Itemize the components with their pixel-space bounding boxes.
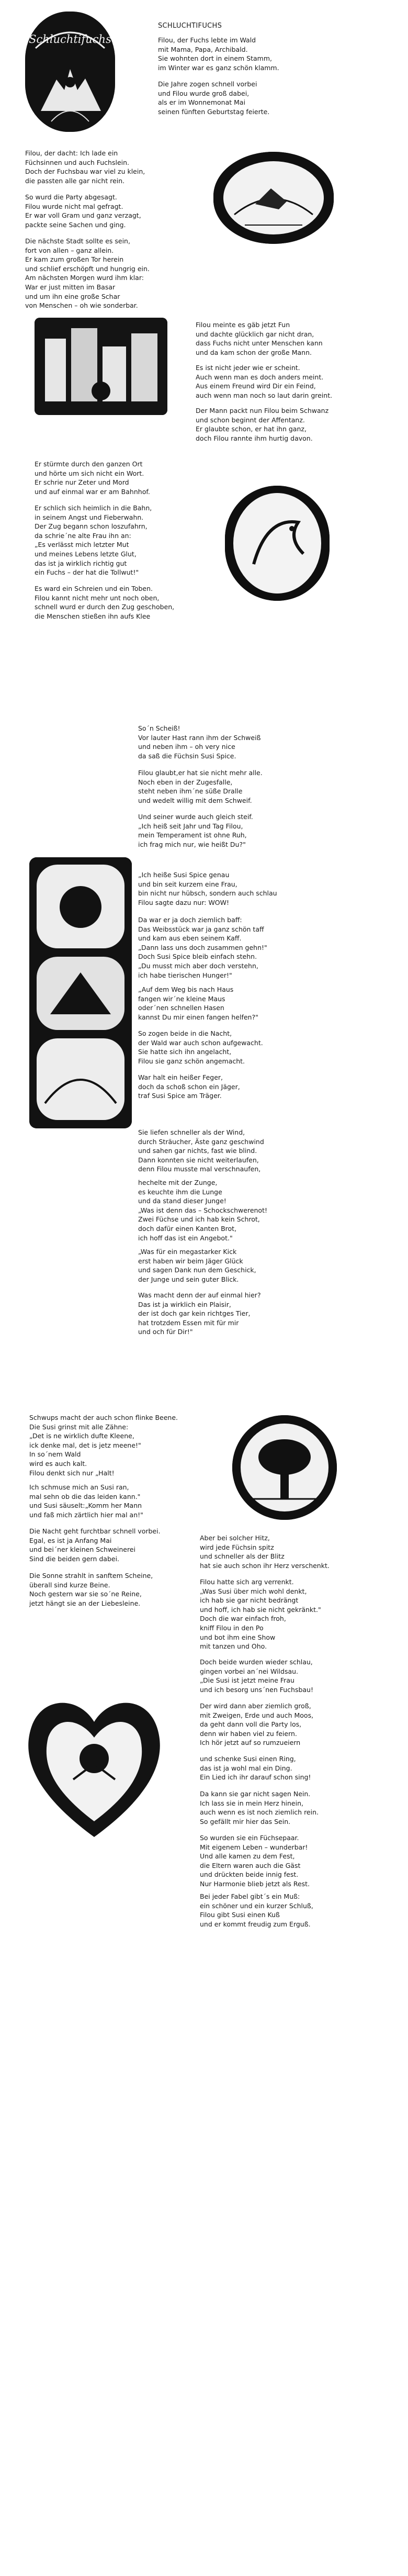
stanza: hechelte mit der Zunge, es keuchte ihm die Lunge und da stand dieser Junge! „Was ist denn das – Schockschwerenot! Zwei Füchse und ich hab kein Schrot, doch dafür einen Kanten Brot, ich hoff das ist ein Angebot." bbox=[138, 1179, 267, 1242]
stanza: Die Jahre zogen schnell vorbei und Filou wurde groß dabei, als er im Wonnemonat Mai seinen fünften Geburtstag feierte. bbox=[158, 80, 270, 116]
stanza: Filou, der dacht: Ich lade ein Füchsinnen und auch Fuchslein. Doch der Fuchsbau war viel zu klein, die passten alle gar nicht rein. bbox=[25, 149, 145, 185]
stanza: So wurd die Party abgesagt. Filou wurde nicht mal gefragt. Er war voll Gram und ganz verzagt, packte seine Sachen und ging. bbox=[25, 193, 141, 229]
stanza: So zogen beide in die Nacht, der Wald war auch schon aufgewacht. Sie hatte sich ihn angelacht, Filou sie ganz schön angemacht. bbox=[138, 1029, 263, 1065]
stanza: Filou meinte es gäb jetzt Fun und dachte glücklich gar nicht dran, dass Fuchs nicht unter Menschen kann und da kam schon der große Mann. bbox=[196, 321, 323, 356]
heart-illustration bbox=[16, 1680, 173, 1847]
stanza: Filou hatte sich arg verrenkt. „Was Susi über mich wohl denkt, ich hab sie gar nicht bedrängt und hoff, ich hab sie nicht gekränkt." Doch die war einfach froh, kniff Filou in den Po und bot ihm eine Show mit tanzen und Oho. bbox=[200, 1578, 321, 1651]
market-crowd-illustration bbox=[35, 318, 167, 415]
stanza: Der Mann packt nun Filou beim Schwanz und schon beginnt der Affentanz. Er glaubte schon, er hat ihn ganz, doch Filou rannte ihm hurtig davon. bbox=[196, 407, 329, 442]
fox-journey-illustration bbox=[213, 152, 334, 244]
stanza: Er schlich sich heimlich in die Bahn, in seinem Angst und Fieberwahn. Der Zug begann schon loszufahrn, da schrie´ne alte Frau ihn an: „Es verlässt mich letzter Mut und meines Lebens letzte Glut, das ist ja wirklich richtig gut ein Fuchs – der hat die Tollwut!" bbox=[35, 504, 152, 577]
stanza: Aber bei solcher Hitz, wird jede Füchsin spitz und schneller als der Blitz hat sie auch schon ihr Herz verschenkt. bbox=[200, 1534, 330, 1570]
stanza: Die Nacht geht furchtbar schnell vorbei. Egal, es ist ja Anfang Mai und bei´ner kleinen Schweinerei Sind die beiden gern dabei. bbox=[29, 1527, 161, 1563]
stanza: Es ward ein Schreien und ein Toben. Filou kannt nicht mehr unt noch oben, schnell wurd er durch den Zug geschoben, die Menschen stießen ihn aufs Klee bbox=[35, 585, 175, 620]
bird-illustration bbox=[225, 486, 330, 601]
stanza: Der wird dann aber ziemlich groß, mit Zweigen, Erde und auch Moos, da geht dann voll die Party los, denn wir haben viel zu feiern. Ich hör jetzt auf so rumzueiern bbox=[200, 1702, 314, 1747]
stanza: War halt ein heißer Feger, doch da schoß schon ein Jäger, traf Susi Spice am Träger. bbox=[138, 1073, 240, 1100]
stanza: Bei jeder Fabel gibt´s ein Muß: ein schöner und ein kurzer Schluß, Filou gibt Susi einen Kuß und er kommt freudig zum Erguß. bbox=[200, 1892, 313, 1928]
stanza: So´n Scheiß! Vor lauter Hast rann ihm der Schweiß und neben ihm – oh very nice da saß die Füchsin Susi Spice. bbox=[138, 724, 261, 760]
stanza: Die Sonne strahlt in sanftem Scheine, überall sind kurze Beine. Noch gestern war sie so´ne Reine, jetzt hängt sie an der Liebesleine. bbox=[29, 1572, 153, 1607]
stanza: Er stürmte durch den ganzen Ort und hörte um sich nicht ein Wort. Er schrie nur Zeter und Mord und auf einmal war er am Bahnhof. bbox=[35, 460, 150, 496]
stanza: Doch beide wurden wieder schlau, gingen vorbei an´nei Wildsau. „Die Susi ist jetzt meine Frau und ich besorg uns´nen Fuchsbau! bbox=[200, 1658, 313, 1694]
stanza: Ich schmuse mich an Susi ran, mal sehn ob die das leiden kann." und Susi säuselt:„Komm her Mann und faß mich zärtlich hier mal an!" bbox=[29, 1483, 143, 1519]
stanza: Da kann sie gar nicht sagen Nein. Ich lass sie in mein Herz hinein, auch wenn es ist noch ziemlich rein. So gefällt mir hier das Sein. bbox=[200, 1790, 319, 1825]
hunter-forest-illustration bbox=[29, 857, 132, 1128]
stanza: und schenke Susi einen Ring, das ist ja wohl mal ein Ding. Ein Lied ich ihr darauf schon sing! bbox=[200, 1755, 311, 1782]
stanza: Da war er ja doch ziemlich baff: Das Weibsstück war ja ganz schön taff und kam aus eben seinem Kaff. „Dann lass uns doch zusammen gehn!" Doch Susi Spice bleib einfach stehn. „Du musst mich aber doch verstehn, ich habe tierischen Hunger!" bbox=[138, 916, 267, 979]
stanza: „Auf dem Weg bis nach Haus fangen wir´ne kleine Maus oder´nen schnellen Hasen kannst Du mir einen fangen helfen?" bbox=[138, 985, 258, 1021]
stanza: Filou, der Fuchs lebte im Wald mit Mama, Papa, Archibald. Sie wohnten dort in einem Stamm, im Winter war es ganz schön klamm. bbox=[158, 36, 279, 72]
title-logo-illustration bbox=[25, 12, 115, 132]
stanza: Schwups macht der auch schon flinke Beene. Die Susi grinst mit alle Zähne: „Det is ne wirklich dufte Kleene, ick denke mal, det is jetz meene!" In so´nem Wald wird es auch kalt. Filou denkt sich nur „Halt! bbox=[29, 1414, 178, 1477]
logo-lettering: Schluchtifuchs bbox=[29, 33, 111, 46]
stanza: Es ist nicht jeder wie er scheint. Auch wenn man es doch anders meint. Aus einem Freund wird Dir ein Feind, auch wenn man noch so laut darin greint. bbox=[196, 364, 333, 399]
stanza: So wurden sie ein Füchsepaar. Mit eigenem Leben – wunderbar! Und alle kamen zu dem Fest, die Eltern waren auch die Gäst und drückten beide innig fest. Nur Harmonie blieb jetzt als Rest. bbox=[200, 1834, 310, 1888]
stanza: Die nächste Stadt sollte es sein, fort von allen – ganz allein. Er kam zum großen Tor herein und schlief erschöpft und hungrig ein. Am nächsten Morgen wurd ihm klar: War er just mitten im Basar und um ihn eine große Schar von Menschen – oh wie sonderbar. bbox=[25, 237, 150, 310]
stanza: Sie liefen schneller als der Wind, durch Sträucher, Äste ganz geschwind und sahen gar nichts, fast wie blind. Dann konnten sie nicht weiterlaufen, denn Filou musste mal verschnaufen, bbox=[138, 1128, 264, 1173]
forest-tree-illustration bbox=[232, 1415, 337, 1520]
stanza: „Ich heiße Susi Spice genau und bin seit kurzem eine Frau, bin nicht nur hübsch, sondern auch schlau Filou sagte dazu nur: WOW! bbox=[138, 871, 277, 906]
stanza: „Was für ein megastarker Kick erst haben wir beim Jäger Glück und sagen Dank nun dem Geschick, der Junge und sein guter Blick. bbox=[138, 1248, 256, 1283]
stanza: Was macht denn der auf einmal hier? Das ist ja wirklich ein Plaisir, der ist doch gar kein richtges Tier, hat trotzdem Essen mit für mir und och für Dir!" bbox=[138, 1291, 261, 1336]
stanza: Und seiner wurde auch gleich steif. „Ich heiß seit Jahr und Tag Filou, mein Temperament ist ohne Ruh, ich frag mich nur, wie heißt Du?" bbox=[138, 813, 253, 848]
story-title: SCHLUCHTIFUCHS bbox=[158, 22, 222, 30]
stanza: Filou glaubt,er hat sie nicht mehr alle. Noch eben in der Zugesfalle, steht neben ihm´ne süße Dralle und wedelt willig mit dem Schweif. bbox=[138, 769, 263, 804]
